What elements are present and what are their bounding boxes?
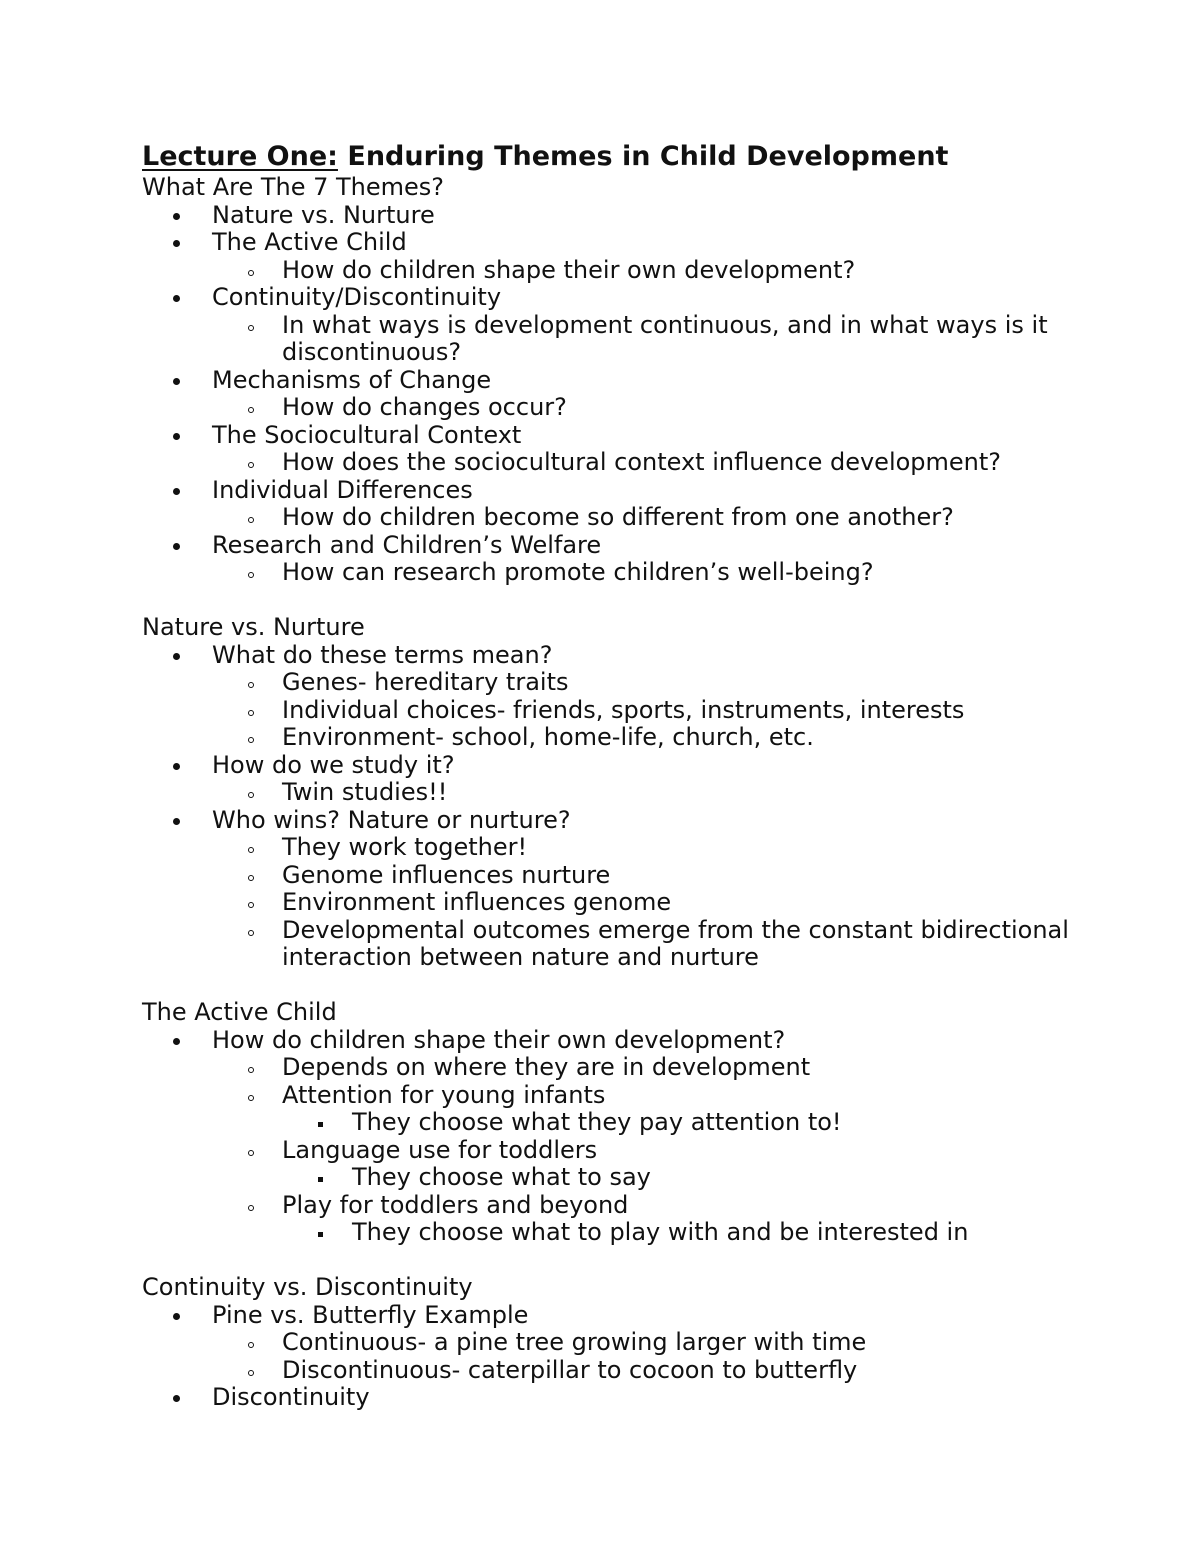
bullet-disc-icon bbox=[173, 1313, 180, 1320]
list-item-text: How does the sociocultural context influence development? bbox=[282, 448, 1002, 476]
list-item bbox=[212, 917, 1142, 972]
list-item bbox=[212, 1082, 1142, 1137]
list-item-text: They choose what they pay attention to! bbox=[352, 1108, 842, 1136]
list-item bbox=[212, 504, 1142, 532]
list-item-text: Mechanisms of Change bbox=[212, 365, 492, 394]
list-item bbox=[212, 394, 1142, 422]
list-item bbox=[142, 532, 1142, 587]
bullet-circle-icon bbox=[248, 325, 254, 331]
bullet-list-level-2 bbox=[212, 834, 1142, 972]
bullet-circle-icon bbox=[248, 1067, 254, 1073]
bullet-disc-icon bbox=[173, 240, 180, 247]
bullet-disc-icon bbox=[173, 543, 180, 550]
list-item-text: Individual choices- friends, sports, instruments, interests bbox=[282, 695, 965, 724]
bullet-circle-icon bbox=[248, 737, 254, 743]
list-item-text: The Sociocultural Context bbox=[212, 420, 522, 449]
list-item bbox=[212, 257, 1142, 285]
bullet-list-level-2 bbox=[212, 559, 1142, 587]
bullet-square-icon bbox=[318, 1232, 323, 1237]
title-rest: Enduring Themes in Child Development bbox=[337, 141, 949, 172]
bullet-square-icon bbox=[318, 1177, 323, 1182]
list-item bbox=[212, 1137, 1142, 1192]
bullet-disc-icon bbox=[173, 433, 180, 440]
bullet-circle-icon bbox=[248, 1205, 254, 1211]
bullet-circle-icon bbox=[248, 792, 254, 798]
list-item bbox=[282, 1109, 1142, 1137]
bullet-list-level-2 bbox=[212, 1054, 1142, 1247]
list-item bbox=[212, 559, 1142, 587]
list-item-text: Research and Children’s Welfare bbox=[212, 530, 602, 559]
list-item bbox=[142, 1027, 1142, 1247]
list-item bbox=[212, 779, 1142, 807]
list-item-text: Twin studies!! bbox=[282, 778, 448, 806]
list-item bbox=[212, 889, 1142, 917]
section-heading: Nature vs. Nurture bbox=[142, 613, 365, 641]
list-item-text: Environment- school, home-life, church, etc. bbox=[282, 723, 814, 751]
bullet-circle-icon bbox=[248, 682, 254, 688]
list-item-text: Environment influences genome bbox=[282, 888, 672, 916]
list-item bbox=[282, 1164, 1142, 1192]
list-item bbox=[282, 1219, 1142, 1247]
bullet-list-level-2 bbox=[212, 257, 1142, 285]
list-item bbox=[142, 642, 1142, 752]
list-item bbox=[212, 697, 1142, 725]
document-page bbox=[142, 140, 1142, 1412]
list-item-text: Continuous- a pine tree growing larger with time bbox=[282, 1328, 867, 1356]
list-item-text: Individual Differences bbox=[212, 475, 473, 504]
bullet-list-level-2 bbox=[212, 449, 1142, 477]
list-item-text: What do these terms mean? bbox=[212, 640, 553, 669]
page-title bbox=[142, 140, 1142, 174]
bullet-circle-icon bbox=[248, 572, 254, 578]
bullet-list-level-1 bbox=[142, 642, 1142, 972]
bullet-circle-icon bbox=[248, 1370, 254, 1376]
list-item bbox=[212, 1192, 1142, 1247]
bullet-list-level-3 bbox=[282, 1219, 1142, 1247]
list-item bbox=[142, 229, 1142, 284]
bullet-circle-icon bbox=[248, 270, 254, 276]
list-item-text: Nature vs. Nurture bbox=[212, 200, 435, 229]
list-item-text: Genes- hereditary traits bbox=[282, 668, 569, 696]
bullet-list-level-1 bbox=[142, 1302, 1142, 1412]
bullet-circle-icon bbox=[248, 1150, 254, 1156]
bullet-circle-icon bbox=[248, 407, 254, 413]
bullet-disc-icon bbox=[173, 763, 180, 770]
bullet-list-level-2 bbox=[212, 312, 1142, 367]
list-item-text: How do children shape their own development? bbox=[212, 1025, 786, 1054]
bullet-list-level-2 bbox=[212, 394, 1142, 422]
bullet-list-level-2 bbox=[212, 669, 1142, 752]
list-item-text: Discontinuity bbox=[212, 1383, 370, 1411]
section-spacer bbox=[142, 1247, 1142, 1275]
list-item-text: They choose what to say bbox=[352, 1163, 651, 1191]
bullet-disc-icon bbox=[173, 1038, 180, 1045]
list-item bbox=[142, 422, 1142, 477]
list-item bbox=[212, 834, 1142, 862]
bullet-circle-icon bbox=[248, 930, 254, 936]
bullet-disc-icon bbox=[173, 378, 180, 385]
list-item bbox=[212, 724, 1142, 752]
bullet-disc-icon bbox=[173, 818, 180, 825]
list-item-text: How can research promote children’s well-being? bbox=[282, 558, 874, 586]
list-item bbox=[212, 1054, 1142, 1082]
list-item-text: Discontinuous- caterpillar to cocoon to butterfly bbox=[282, 1355, 858, 1384]
list-item-text: How do children become so different from one another? bbox=[282, 503, 954, 531]
list-item bbox=[142, 367, 1142, 422]
bullet-disc-icon bbox=[173, 653, 180, 660]
list-item-text: Language use for toddlers bbox=[282, 1135, 598, 1164]
list-item-text: How do children shape their own development? bbox=[282, 255, 856, 284]
list-item-text: The Active Child bbox=[212, 228, 407, 256]
list-item bbox=[212, 1357, 1142, 1385]
bullet-circle-icon bbox=[248, 1342, 254, 1348]
list-item bbox=[142, 1302, 1142, 1385]
list-item bbox=[212, 669, 1142, 697]
list-item-text: Who wins? Nature or nurture? bbox=[212, 805, 571, 834]
list-item bbox=[142, 1384, 1142, 1412]
bullet-disc-icon bbox=[173, 213, 180, 220]
bullet-disc-icon bbox=[173, 295, 180, 302]
section-spacer bbox=[142, 972, 1142, 1000]
list-item-text: Developmental outcomes emerge from the constant bidirectional interaction between nature and nurture bbox=[282, 915, 1069, 971]
list-item-text: They choose what to play with and be interested in bbox=[352, 1218, 969, 1246]
list-item-text: How do changes occur? bbox=[282, 393, 567, 421]
bullet-circle-icon bbox=[248, 462, 254, 468]
bullet-list-level-2 bbox=[212, 504, 1142, 532]
section-spacer bbox=[142, 587, 1142, 615]
title-lead: Lecture One: bbox=[142, 141, 338, 172]
list-item bbox=[142, 752, 1142, 807]
bullet-list-level-3 bbox=[282, 1164, 1142, 1192]
bullet-disc-icon bbox=[173, 1395, 180, 1402]
list-item bbox=[212, 1329, 1142, 1357]
list-item bbox=[212, 449, 1142, 477]
list-item-text: How do we study it? bbox=[212, 750, 455, 779]
list-item-text: They work together! bbox=[282, 833, 528, 861]
bullet-disc-icon bbox=[173, 488, 180, 495]
bullet-circle-icon bbox=[248, 517, 254, 523]
bullet-circle-icon bbox=[248, 902, 254, 908]
bullet-circle-icon bbox=[248, 710, 254, 716]
list-item bbox=[212, 312, 1142, 367]
bullet-square-icon bbox=[318, 1122, 323, 1127]
bullet-circle-icon bbox=[248, 875, 254, 881]
bullet-list-level-2 bbox=[212, 1329, 1142, 1384]
list-item-text: Pine vs. Butterfly Example bbox=[212, 1300, 529, 1329]
section-heading: What Are The 7 Themes? bbox=[142, 173, 445, 201]
list-item bbox=[142, 807, 1142, 972]
bullet-list-level-2 bbox=[212, 779, 1142, 807]
bullet-circle-icon bbox=[248, 847, 254, 853]
section-heading: The Active Child bbox=[142, 998, 337, 1026]
list-item bbox=[142, 284, 1142, 367]
list-item bbox=[142, 477, 1142, 532]
bullet-circle-icon bbox=[248, 1095, 254, 1101]
list-item-text: Play for toddlers and beyond bbox=[282, 1190, 629, 1219]
list-item bbox=[212, 862, 1142, 890]
bullet-list-level-1 bbox=[142, 202, 1142, 587]
list-item-text: Depends on where they are in development bbox=[282, 1053, 811, 1081]
section-heading: Continuity vs. Discontinuity bbox=[142, 1273, 473, 1301]
document-body bbox=[142, 174, 1142, 1412]
bullet-list-level-1 bbox=[142, 1027, 1142, 1247]
list-item-text: In what ways is development continuous, and in what ways is it discontinuous? bbox=[282, 310, 1048, 366]
list-item-text: Attention for young infants bbox=[282, 1080, 606, 1109]
list-item-text: Continuity/Discontinuity bbox=[212, 283, 502, 311]
list-item bbox=[142, 202, 1142, 230]
list-item-text: Genome influences nurture bbox=[282, 860, 611, 889]
bullet-list-level-3 bbox=[282, 1109, 1142, 1137]
